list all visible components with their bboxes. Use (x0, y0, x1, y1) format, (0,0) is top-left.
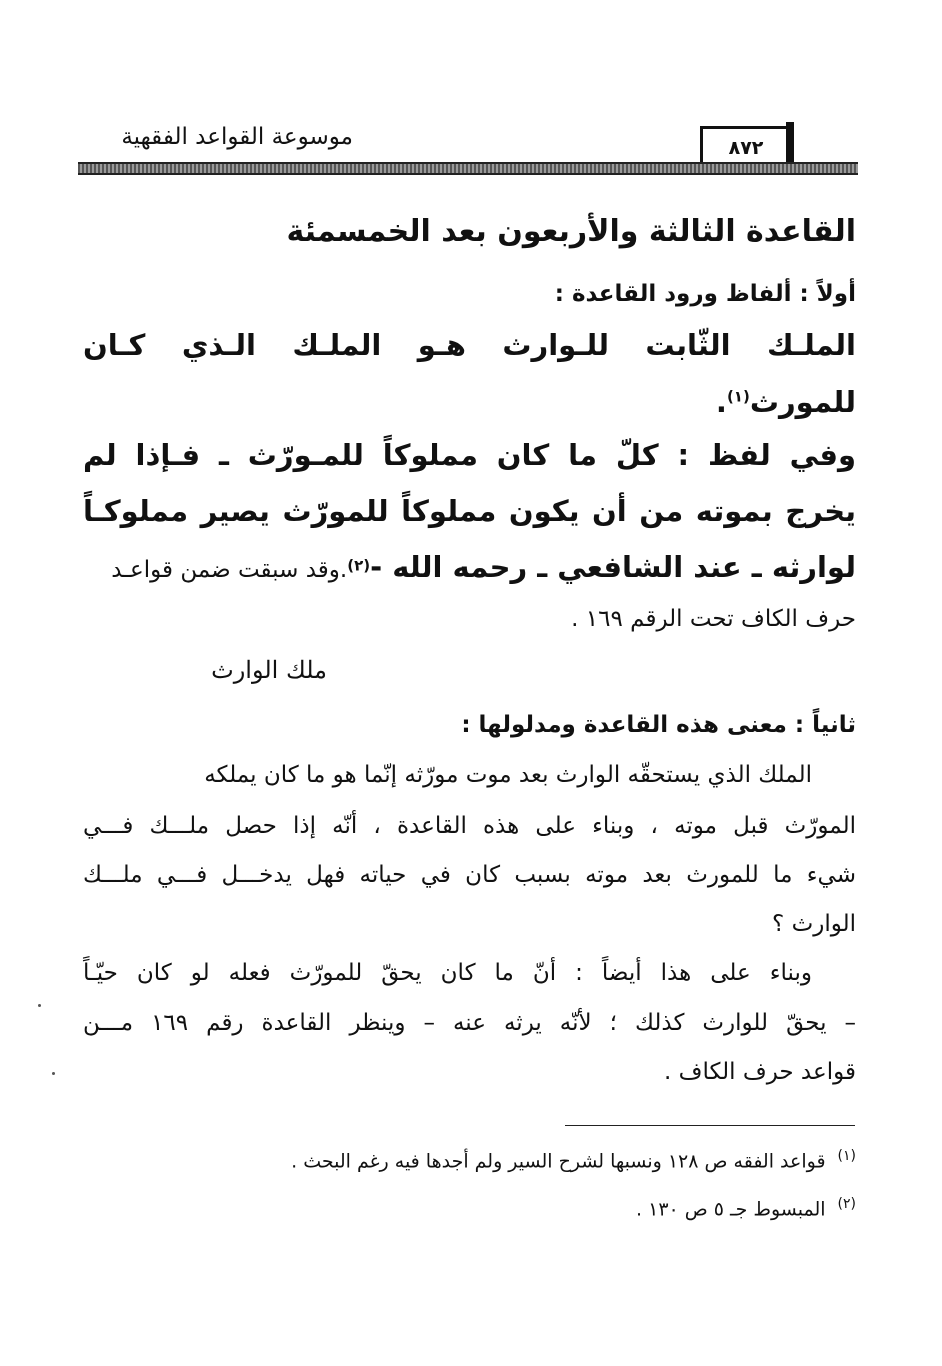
footnote-separator (565, 1125, 855, 1126)
paragraph-line: شيء ما للمورث بعد موته بسبب كان في حياته فهل يدخـــل فـــي ملـــك (83, 862, 856, 888)
page-number: ٨٧٢ (700, 126, 792, 165)
paragraph-line: وبناء على هذا أيضاً : أنّ ما كان يحقّ للمورّث فعله لو كان حيّـاً (83, 960, 812, 986)
variant-text-line: حرف الكاف تحت الرقم ١٦٩ . (571, 606, 856, 632)
paragraph-line: الوارث ؟ (772, 911, 856, 937)
footnote-1 (291, 1148, 856, 1172)
rule-text-line: الملـك الثّابت للـوارث هـو الملـك الـذي كـان (83, 328, 856, 362)
footnote-number: (١) (837, 1148, 856, 1164)
header-rule (78, 162, 858, 175)
paragraph-line: قواعد حرف الكاف . (663, 1059, 856, 1085)
paragraph-line: الملك الذي يستحقّه الوارث بعد موت مورّثه إنّما هو ما كان يملكه (204, 762, 812, 788)
section-heading-1: أولاً : ألفاظ ورود القاعدة : (554, 281, 856, 307)
page-header (78, 118, 858, 178)
rule-text-line (716, 385, 856, 419)
scan-speck (38, 1004, 41, 1007)
footnote-2 (636, 1196, 856, 1220)
rule-text: للمورث (749, 385, 856, 419)
variant-bold-text: لوارثه ـ عند الشافعي ـ رحمه الله - (370, 550, 856, 584)
footnote-text: المبسوط جـ ٥ ص ١٣٠ . (636, 1198, 826, 1221)
variant-text-line: وفي لفظ : كلّ ما كان مملوكاً للمـورّث ـ فـإذا لم (83, 438, 856, 472)
footnote-text: قواعد الفقه ص ١٢٨ ونسبها لشرح السير ولم أجدها فيه رغم البحث . (291, 1150, 826, 1173)
variant-text-line (83, 550, 856, 584)
rule-text-end: . (715, 385, 727, 419)
subtitle: ملك الوارث (211, 656, 327, 684)
variant-text-line: يخرج بموته من أن يكون مملوكاً للمورّث يصير مملوكـاً (83, 494, 856, 528)
paragraph-line: المورّث قبل موته ، وبناء على هذه القاعدة ، أنّه إذا حصل ملـــك فـــي (83, 813, 856, 839)
scan-speck (52, 1072, 55, 1075)
rule-title: القاعدة الثالثة والأربعون بعد الخمسمئة (286, 214, 856, 249)
section-heading-2: ثانياً : معنى هذه القاعدة ومدلولها : (461, 712, 856, 738)
footnote-ref-1[interactable]: (١) (726, 387, 750, 406)
variant-normal-text: .وقد سبقت ضمن قواعـد (111, 557, 348, 583)
paragraph-line: – يحقّ للوارث كذلك ؛ لأنّه يرثه عنه – وينظر القاعدة رقم ١٦٩ مـــن (83, 1010, 857, 1036)
footnote-number: (٢) (837, 1196, 856, 1212)
footnote-ref-2[interactable]: (٢) (347, 556, 371, 575)
book-title: موسوعة القواعد الفقهية (121, 124, 353, 150)
